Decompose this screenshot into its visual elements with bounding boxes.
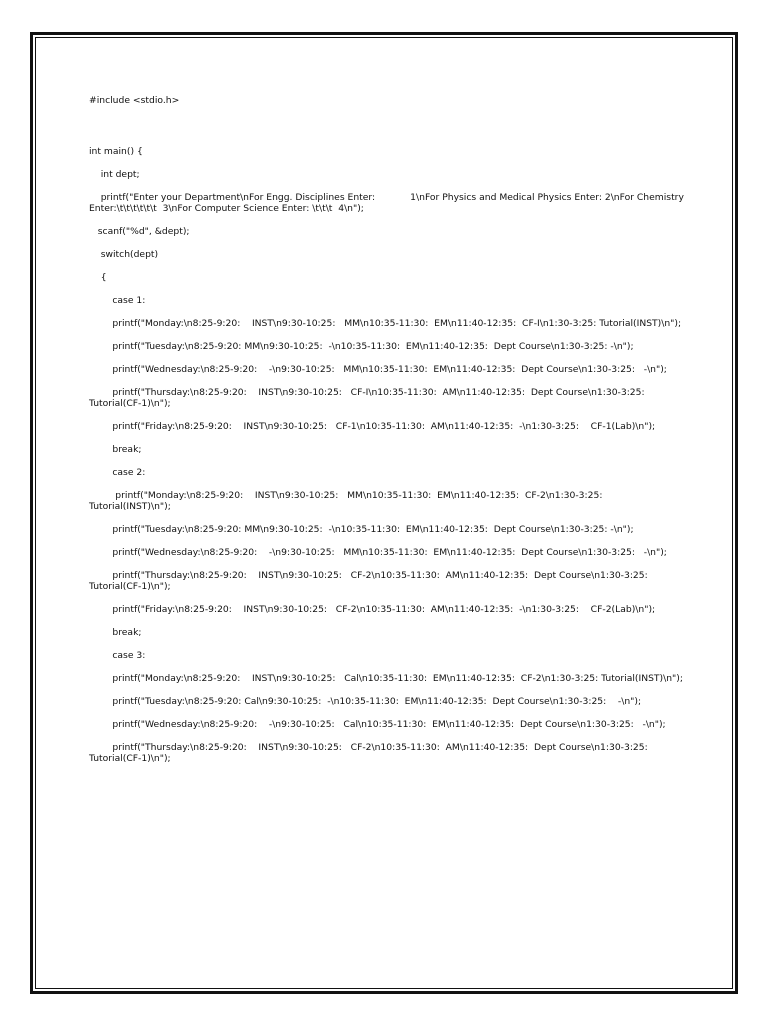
code-line: printf("Tuesday:\n8:25-9:20: MM\n9:30-10:25: -\n10:35-11:30: EM\n11:40-12:35: Dept Course\n1:30-3:25: -\n"); [89,524,634,535]
code-line: case 3: [89,650,146,661]
code-line: printf("Monday:\n8:25-9:20: INST\n9:30-10:25: MM\n10:35-11:30: EM\n11:40-12:35: CF-2\n1:30-3:25: Tutorial(INST)\n"); [89,490,606,512]
code-line: printf("Tuesday:\n8:25-9:20: MM\n9:30-10:25: -\n10:35-11:30: EM\n11:40-12:35: Dept Course\n1:30-3:25: -\n"); [89,341,634,352]
code-line: int main() { [89,146,143,157]
code-line: int dept; [89,169,140,180]
code-line: #include <stdio.h> [89,95,180,106]
code-line: printf("Wednesday:\n8:25-9:20: -\n9:30-10:25: Cal\n10:35-11:30: EM\n11:40-12:35: Dept Course\n1:30-3:25: -\n"); [89,719,666,730]
code-line: break; [89,627,142,638]
code-line: case 2: [89,467,146,478]
code-line: break; [89,444,142,455]
code-line: printf("Wednesday:\n8:25-9:20: -\n9:30-10:25: MM\n10:35-11:30: EM\n11:40-12:35: Dept Course\n1:30-3:25: -\n"); [89,547,667,558]
code-line: case 1: [89,295,146,306]
code-line: printf("Thursday:\n8:25-9:20: INST\n9:30-10:25: CF-I\n10:35-11:30: AM\n11:40-12:35: Dept Course\n1:30-3:25: Tutorial(CF-1)\n"); [89,387,657,409]
code-line: printf("Monday:\n8:25-9:20: INST\n9:30-10:25: MM\n10:35-11:30: EM\n11:40-12:35: CF-I\n1:30-3:25: Tutorial(INST)\n"); [89,318,682,329]
code-line: printf("Monday:\n8:25-9:20: INST\n9:30-10:25: Cal\n10:35-11:30: EM\n11:40-12:35: CF-2\n1:30-3:25: Tutorial(INST)\n"); [89,673,683,684]
code-line: printf("Thursday:\n8:25-9:20: INST\n9:30-10:25: CF-2\n10:35-11:30: AM\n11:40-12:35: Dept Course\n1:30-3:25: Tutorial(CF-1)\n"); [89,570,660,592]
code-listing [89,95,687,764]
code-line: scanf("%d", &dept); [89,226,190,237]
code-line: printf("Thursday:\n8:25-9:20: INST\n9:30-10:25: CF-2\n10:35-11:30: AM\n11:40-12:35: Dept Course\n1:30-3:25: Tutorial(CF-1)\n"); [89,742,660,764]
code-line: printf("Friday:\n8:25-9:20: INST\n9:30-10:25: CF-2\n10:35-11:30: AM\n11:40-12:35: -\n1:30-3:25: CF-2(Lab)\n"); [89,604,656,615]
code-line: printf("Tuesday:\n8:25-9:20: Cal\n9:30-10:25: -\n10:35-11:30: EM\n11:40-12:35: Dept Course\n1:30-3:25: -\n"); [89,696,642,707]
code-line: printf("Wednesday:\n8:25-9:20: -\n9:30-10:25: MM\n10:35-11:30: EM\n11:40-12:35: Dept Course\n1:30-3:25: -\n"); [89,364,667,375]
code-line: printf("Enter your Department\nFor Engg. Disciplines Enter: 1\nFor Physics and Medical Physics Enter: 2\nFor Chemistry Enter:\t\t\t\t\t\t 3\nFor Computer Science Enter: \t\t\t 4\n"); [89,192,687,214]
code-line: { [89,272,107,283]
code-line: switch(dept) [89,249,159,260]
code-line: printf("Friday:\n8:25-9:20: INST\n9:30-10:25: CF-1\n10:35-11:30: AM\n11:40-12:35: -\n1:30-3:25: CF-1(Lab)\n"); [89,421,656,432]
